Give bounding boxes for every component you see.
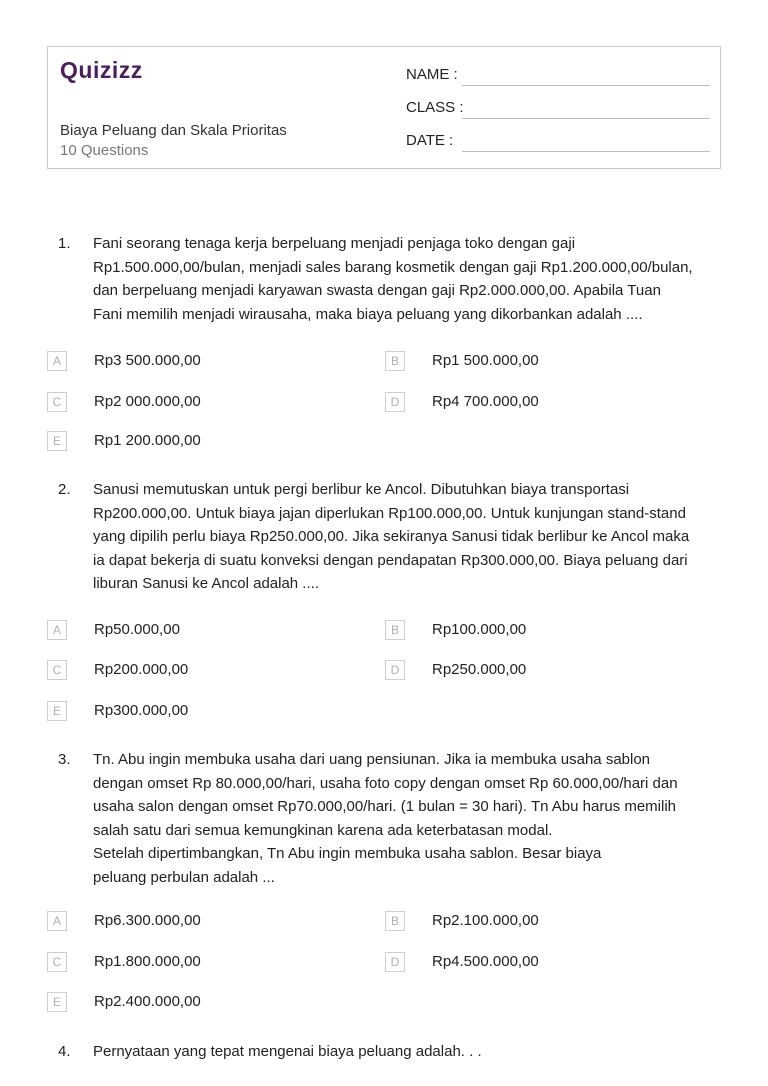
class-field[interactable]	[406, 99, 464, 116]
option-text: Rp50.000,00	[94, 621, 180, 638]
question-line: Pernyataan yang tepat mengenai biaya peluang adalah. . .	[93, 1043, 482, 1060]
option-letter: E	[47, 992, 67, 1012]
worksheet-header	[47, 46, 721, 169]
option-text: Rp2 000.000,00	[94, 393, 201, 410]
option-letter: D	[385, 392, 405, 412]
option-letter: D	[385, 660, 405, 680]
question-line: ia dapat bekerja di suatu konveksi dengan pendapatan Rp300.000,00. Biaya peluang dari	[93, 551, 688, 569]
option-text: Rp100.000,00	[432, 621, 527, 638]
option-letter: C	[47, 952, 67, 972]
question-line: yang dipilih perlu biaya Rp250.000,00. Jika sekiranya Sanusi tidak berlibur ke Ancol maka	[93, 528, 690, 545]
option-text: Rp2.400.000,00	[94, 993, 201, 1010]
option-text: Rp4.500.000,00	[432, 953, 539, 970]
option-letter: E	[47, 431, 67, 451]
question-text	[93, 1040, 733, 1064]
option-letter: A	[47, 620, 67, 640]
option-letter: C	[47, 660, 67, 680]
option-text: Rp2.100.000,00	[432, 912, 539, 929]
question-number: 3.	[58, 751, 71, 768]
name-field[interactable]	[406, 66, 458, 83]
question-line: liburan Sanusi ke Ancol adalah ....	[93, 575, 319, 592]
option-text: Rp6.300.000,00	[94, 912, 201, 929]
question-number: 1.	[58, 235, 71, 252]
option-letter: B	[385, 620, 405, 640]
name-line	[462, 85, 710, 86]
question-line: Rp1.500.000,00/bulan, menjadi sales barang kosmetik dengan gaji Rp1.200.000,00/bulan,	[93, 258, 693, 276]
option-letter: A	[47, 911, 67, 931]
question-number: 2.	[58, 481, 71, 498]
question-text	[93, 748, 733, 889]
date-field[interactable]	[406, 132, 453, 149]
question-line: Fani memilih menjadi wirausaha, maka biaya peluang yang dikorbankan adalah ....	[93, 305, 643, 323]
question-number: 4.	[58, 1043, 71, 1060]
question-text	[93, 478, 733, 596]
class-line	[462, 118, 710, 119]
option-letter: B	[385, 911, 405, 931]
option-letter: C	[47, 392, 67, 412]
question-line: salah satu dari semua kemungkinan karena ada keterbatasan modal.	[93, 821, 553, 839]
option-text: Rp4 700.000,00	[432, 393, 539, 410]
question-line: Setelah dipertimbangkan, Tn Abu ingin membuka usaha sablon. Besar biaya	[93, 845, 602, 862]
quizizz-logo: Quizizz	[60, 57, 143, 83]
question-line: Tn. Abu ingin membuka usaha dari uang pensiunan. Jika ia membuka usaha sablon	[93, 751, 651, 768]
option-letter: A	[47, 351, 67, 371]
worksheet-title: Biaya Peluang dan Skala Prioritas	[60, 122, 287, 139]
option-text: Rp1 500.000,00	[432, 352, 539, 369]
option-text: Rp3 500.000,00	[94, 352, 201, 369]
date-line	[462, 151, 710, 152]
question-line: peluang perbulan adalah ...	[93, 868, 275, 886]
question-line: Rp200.000,00. Untuk biaya jajan diperlukan Rp100.000,00. Untuk kunjungan stand-stand	[93, 504, 686, 522]
question-line: Fani seorang tenaga kerja berpeluang menjadi penjaga toko dengan gaji	[93, 235, 576, 252]
class-label: CLASS :	[406, 99, 464, 116]
date-label: DATE :	[406, 132, 454, 149]
option-letter: D	[385, 952, 405, 972]
question-count: 10 Questions	[60, 142, 149, 159]
option-text: Rp1.800.000,00	[94, 953, 201, 970]
option-letter: B	[385, 351, 405, 371]
option-text: Rp300.000,00	[94, 702, 189, 719]
question-line: dengan omset Rp 80.000,00/hari, usaha foto copy dengan omset Rp 60.000,00/hari dan	[93, 774, 678, 792]
question-text	[93, 232, 733, 326]
question-line: Sanusi memutuskan untuk pergi berlibur ke Ancol. Dibutuhkan biaya transportasi	[93, 481, 630, 498]
name-label: NAME :	[406, 66, 458, 83]
question-line: usaha salon dengan omset Rp70.000,00/hari. (1 bulan = 30 hari). Tn Abu harus memilih	[93, 798, 677, 815]
option-letter: E	[47, 701, 67, 721]
option-text: Rp250.000,00	[432, 661, 527, 678]
option-text: Rp200.000,00	[94, 661, 189, 678]
question-line: dan berpeluang menjadi karyawan swasta dengan gaji Rp2.000.000,00. Apabila Tuan	[93, 282, 661, 299]
option-text: Rp1 200.000,00	[94, 432, 201, 449]
